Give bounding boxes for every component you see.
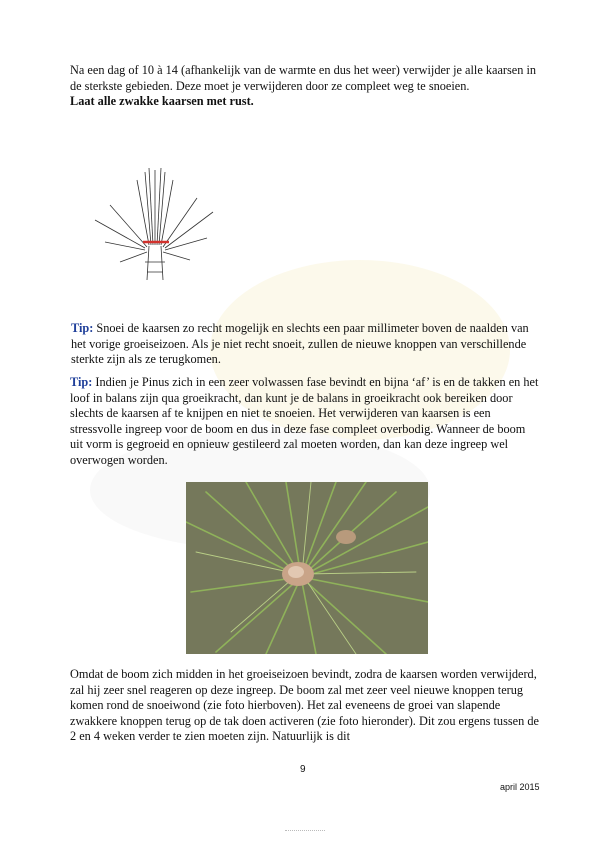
tip-1-text: Snoei de kaarsen zo recht mogelijk en slechts een paar millimeter boven de naalden van het vorige groeiseizoen. Als je niet recht snoeit, zullen de nieuwe knoppen van verschillende sterkte zijn als ze terugkomen. xyxy=(71,321,529,366)
tip-2-label: Tip: xyxy=(70,375,93,389)
pine-candle-sketch xyxy=(85,150,215,290)
tip-1 xyxy=(71,321,541,368)
closing-section xyxy=(70,667,540,745)
bold-instruction: Laat alle zwakke kaarsen met rust. xyxy=(70,94,254,108)
page-number: 9 xyxy=(300,764,306,775)
pine-needles-photo xyxy=(186,482,428,654)
tip-1-label: Tip: xyxy=(71,321,94,335)
closing-paragraph: Omdat de boom zich midden in het groeiseizoen bevindt, zodra de kaarsen worden verwijderd, zal hij zeer snel reageren op deze ingreep. De boom zal met zeer veel nieuwe knoppen terug komen rond de snoeiwond (zie foto hierboven). Het zal eveneens de groei van slapende zwakkere knoppen terug op de tak doen activeren (zie foto hieronder). Dit zou ergens tussen de 2 en 4 weken verder te zien moeten zijn. Natuurlijk is dit xyxy=(70,667,539,743)
footer-date: april 2015 xyxy=(500,782,540,792)
tip-2 xyxy=(70,375,540,468)
intro-paragraph: Na een dag of 10 à 14 (afhankelijk van de warmte en dus het weer) verwijder je alle kaarsen in de sterkste gebieden. Deze moet je verwijderen door ze compleet weg te snoeien. xyxy=(70,63,537,93)
tip-2-text: Indien je Pinus zich in een zeer volwassen fase bevindt en bijna ‘af’ is en de takken en het loof in balans zijn qua groeikracht, dan kunt je de balans in groeikracht ook bereiken door slechts de kaarsen af te knijpen en niet te snoeien. Het verwijderen van kaarsen is een stressvolle ingreep voor de boom en dus in deze fase compleet overbodig. Wanneer de boom uit vorm is gegroeid en opnieuw gestileerd zal moeten worden, dan kan deze ingreep wel overwogen worden. xyxy=(70,375,539,467)
intro-section xyxy=(70,63,540,110)
footer-divider xyxy=(285,830,325,832)
